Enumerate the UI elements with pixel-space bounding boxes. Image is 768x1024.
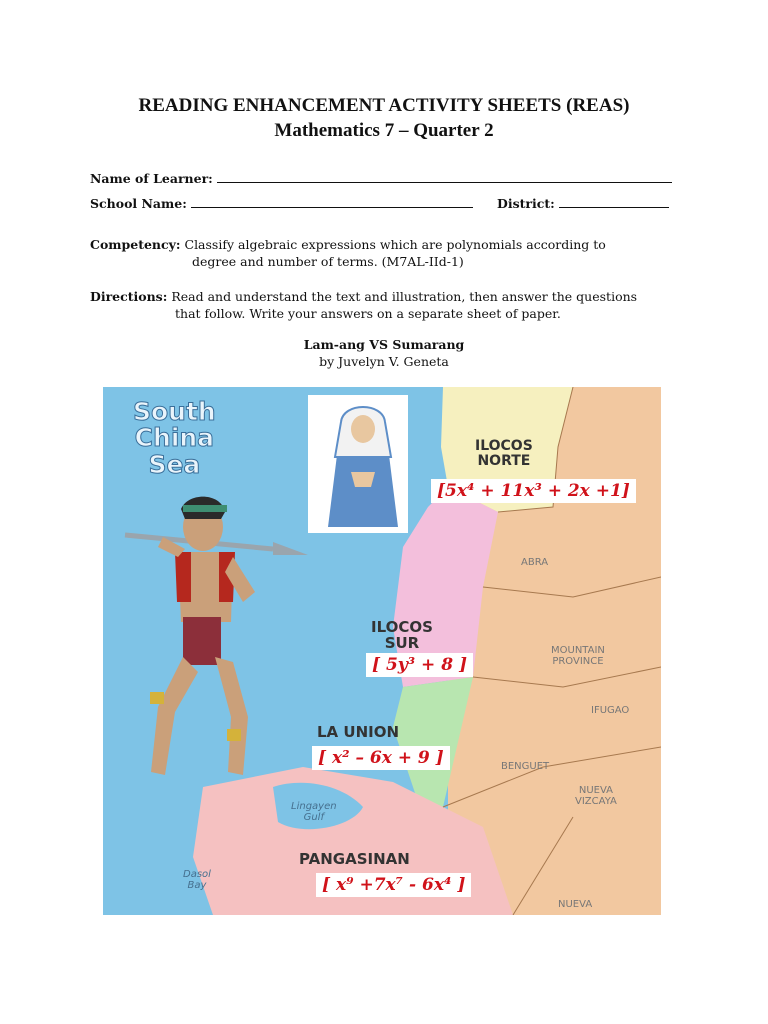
directions-line-1 xyxy=(90,289,637,304)
learner-name-row xyxy=(90,171,672,186)
region-map xyxy=(103,387,661,915)
competency-label: Competency: xyxy=(90,237,181,252)
benguet-label: BENGUET xyxy=(501,761,550,772)
directions-text-1: Read and understand the text and illustration, then answer the questions xyxy=(171,289,638,304)
lingayen-gulf-label: Lingayen Gulf xyxy=(291,801,337,823)
story-title: Lam-ang VS Sumarang xyxy=(303,337,465,352)
page-title: READING ENHANCEMENT ACTIVITY SHEETS (REAS) xyxy=(138,95,630,116)
district-row xyxy=(497,196,669,211)
school-name-row xyxy=(90,196,473,211)
nun-figure xyxy=(308,395,408,533)
ilocos-norte-label: ILOCOS NORTE xyxy=(475,438,533,469)
warrior-figure xyxy=(125,497,308,775)
school-name-field[interactable] xyxy=(191,196,473,208)
district-label: District: xyxy=(497,196,555,211)
directions-label: Directions: xyxy=(90,289,168,304)
mountain-province-label: MOUNTAIN PROVINCE xyxy=(551,645,605,667)
la-union-expression: [ x² – 6x + 9 ] xyxy=(312,746,450,770)
ilocos-sur-label: ILOCOS SUR xyxy=(371,618,433,652)
competency-line-1 xyxy=(90,237,606,252)
school-name-label: School Name: xyxy=(90,196,187,211)
story-author: by Juvelyn V. Geneta xyxy=(319,354,449,369)
pangasinan-expression: [ x⁹ +7x⁷ - 6x⁴ ] xyxy=(316,873,471,897)
la-union-label: LA UNION xyxy=(317,723,400,741)
ilocos-norte-expression: [5x⁴ + 11x³ + 2x +1] xyxy=(431,479,636,503)
nueva-vizcaya-label: NUEVA VIZCAYA xyxy=(575,785,617,807)
learner-name-label: Name of Learner: xyxy=(90,171,213,186)
ilocos-sur-expression: [ 5y³ + 8 ] xyxy=(366,653,473,677)
district-field[interactable] xyxy=(559,196,669,208)
ifugao-label: IFUGAO xyxy=(591,705,630,716)
competency-text-2: degree and number of terms. (M7AL-IId-1) xyxy=(192,254,464,269)
nueva-bottom-label: NUEVA xyxy=(558,899,593,910)
pangasinan-label: PANGASINAN xyxy=(299,850,410,868)
dasol-bay-label: Dasol Bay xyxy=(183,869,211,891)
directions-text-2: that follow. Write your answers on a separate sheet of paper. xyxy=(175,306,561,321)
learner-name-field[interactable] xyxy=(217,171,672,183)
south-china-sea-label: South China Sea xyxy=(133,397,216,479)
abra-label: ABRA xyxy=(521,557,549,568)
page-subtitle: Mathematics 7 – Quarter 2 xyxy=(274,120,494,141)
competency-text-1: Classify algebraic expressions which are polynomials according to xyxy=(184,237,606,252)
